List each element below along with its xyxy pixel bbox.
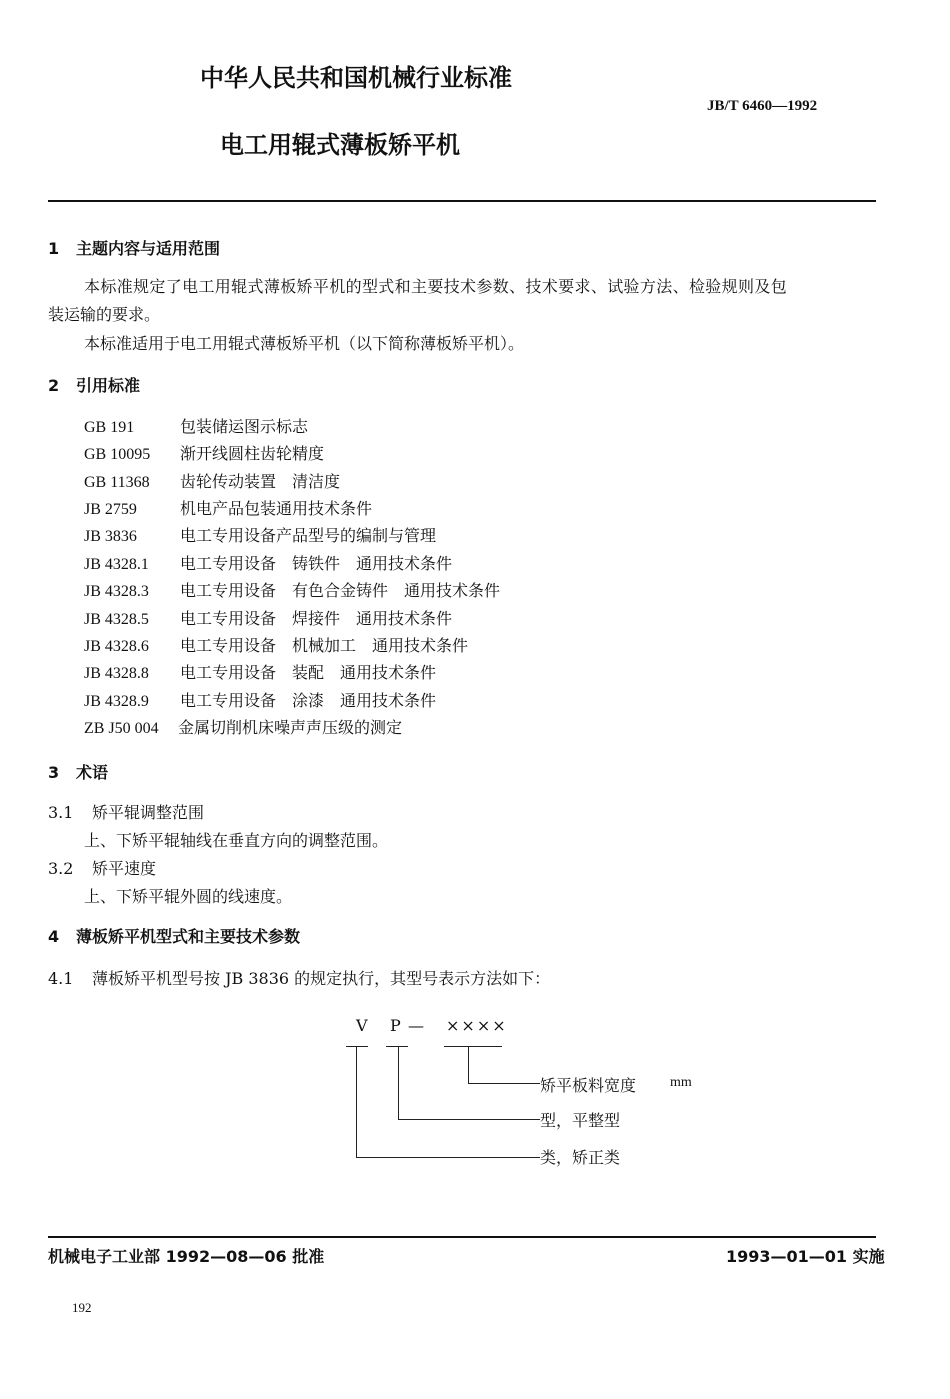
org-title: 中华人民共和国机械行业标准	[200, 64, 512, 92]
section-number: 4	[48, 927, 60, 946]
underbar-v	[346, 1046, 368, 1047]
reference-row	[84, 523, 436, 546]
label-unit: mm	[670, 1075, 692, 1090]
term-3-2-definition: 上、下矫平辊外圆的线速度。	[84, 887, 293, 906]
approval-line: 机械电子工业部 1992—08—06 批准	[48, 1247, 325, 1266]
term-number: 3.2	[48, 859, 74, 878]
leader-width-vertical	[468, 1046, 469, 1084]
section-title: 引用标准	[76, 376, 141, 395]
term-3-1-heading	[48, 800, 204, 823]
reference-title: 机电产品包装通用技术条件	[180, 499, 373, 518]
label-width: 矫平板料宽度	[540, 1076, 637, 1095]
reference-title: 金属切削机床噪声声压级的测定	[178, 718, 403, 737]
reference-title: 电工专用设备 装配 通用技术条件	[180, 663, 437, 682]
reference-row	[84, 606, 452, 629]
term-3-2-heading	[48, 856, 156, 879]
label-class: 类，矫正类	[540, 1148, 621, 1167]
reference-title: 电工专用设备 机械加工 通用技术条件	[180, 636, 469, 655]
section-1-heading	[48, 236, 220, 259]
clause-text: 薄板矫平机型号按 JB 3836 的规定执行，其型号表示方法如下：	[92, 969, 551, 988]
section-1-paragraph-1-line-2: 装运输的要求。	[48, 305, 161, 324]
effective-date: 1993—01—01 实施	[726, 1247, 885, 1266]
reference-code: JB 4328.8	[84, 665, 149, 682]
reference-row	[84, 441, 324, 464]
reference-title: 齿轮传动装置 清洁度	[180, 472, 341, 491]
reference-row	[84, 660, 436, 683]
reference-title: 包装储运图示标志	[180, 417, 309, 436]
reference-code: JB 4328.5	[84, 611, 149, 628]
reference-title: 电工专用设备产品型号的编制与管理	[180, 526, 437, 545]
reference-row	[84, 469, 340, 492]
leader-type-vertical	[398, 1046, 399, 1120]
reference-code: JB 3836	[84, 528, 137, 545]
reference-code: GB 191	[84, 419, 135, 436]
section-number: 3	[48, 763, 60, 782]
standard-code: JB/T 6460—1992	[707, 98, 818, 114]
reference-code: ZB J50 004	[84, 720, 159, 737]
header-rule	[48, 200, 876, 202]
reference-code: GB 11368	[84, 474, 150, 491]
reference-row	[84, 414, 308, 437]
clause-number: 4.1	[48, 969, 74, 988]
leader-class-vertical	[356, 1046, 357, 1158]
term-title: 矫平辊调整范围	[92, 803, 205, 822]
section-title: 薄板矫平机型式和主要技术参数	[76, 927, 301, 946]
section-number: 2	[48, 376, 60, 395]
leader-class-horizontal	[356, 1157, 540, 1158]
underbar-xxxx	[444, 1046, 502, 1047]
section-4-heading	[48, 924, 300, 947]
reference-code: JB 4328.1	[84, 556, 149, 573]
clause-4-1	[48, 966, 550, 989]
reference-row	[84, 715, 402, 738]
reference-code: GB 10095	[84, 446, 151, 463]
leader-width-horizontal	[468, 1083, 540, 1084]
reference-row	[84, 688, 436, 711]
underbar-p	[386, 1046, 408, 1047]
reference-title: 电工专用设备 铸铁件 通用技术条件	[180, 554, 453, 573]
term-number: 3.1	[48, 803, 74, 822]
reference-row	[84, 496, 372, 519]
reference-code: JB 4328.9	[84, 693, 149, 710]
section-1-paragraph-2: 本标准适用于电工用辊式薄板矫平机（以下简称薄板矫平机）。	[84, 334, 525, 353]
section-1-paragraph-1-line-1: 本标准规定了电工用辊式薄板矫平机的型式和主要技术参数、技术要求、试验方法、检验规则及包	[84, 277, 788, 296]
footer-rule	[48, 1236, 876, 1238]
section-3-heading	[48, 760, 108, 783]
reference-code: JB 2759	[84, 501, 137, 518]
term-3-1-definition: 上、下矫平辊轴线在垂直方向的调整范围。	[84, 831, 389, 850]
reference-title: 电工专用设备 焊接件 通用技术条件	[180, 609, 453, 628]
label-type: 型，平整型	[540, 1111, 621, 1130]
section-number: 1	[48, 239, 60, 258]
section-title: 主题内容与适用范围	[76, 239, 221, 258]
reference-title: 电工专用设备 涂漆 通用技术条件	[180, 691, 437, 710]
model-char-v: V	[356, 1016, 368, 1035]
reference-row	[84, 633, 468, 656]
reference-title: 电工专用设备 有色合金铸件 通用技术条件	[180, 581, 501, 600]
section-2-heading	[48, 373, 140, 396]
leader-type-horizontal	[398, 1119, 540, 1120]
reference-title: 渐开线圆柱齿轮精度	[180, 444, 325, 463]
reference-row	[84, 551, 452, 574]
reference-row	[84, 578, 500, 601]
section-title: 术语	[76, 763, 109, 782]
document-title: 电工用辊式薄板矫平机	[220, 131, 460, 159]
page-number: 192	[72, 1300, 92, 1315]
model-dash: —	[408, 1016, 424, 1035]
model-char-p: P	[390, 1016, 401, 1035]
model-xxxx: ××××	[446, 1016, 508, 1035]
reference-code: JB 4328.3	[84, 583, 149, 600]
reference-code: JB 4328.6	[84, 638, 149, 655]
term-title: 矫平速度	[92, 859, 157, 878]
